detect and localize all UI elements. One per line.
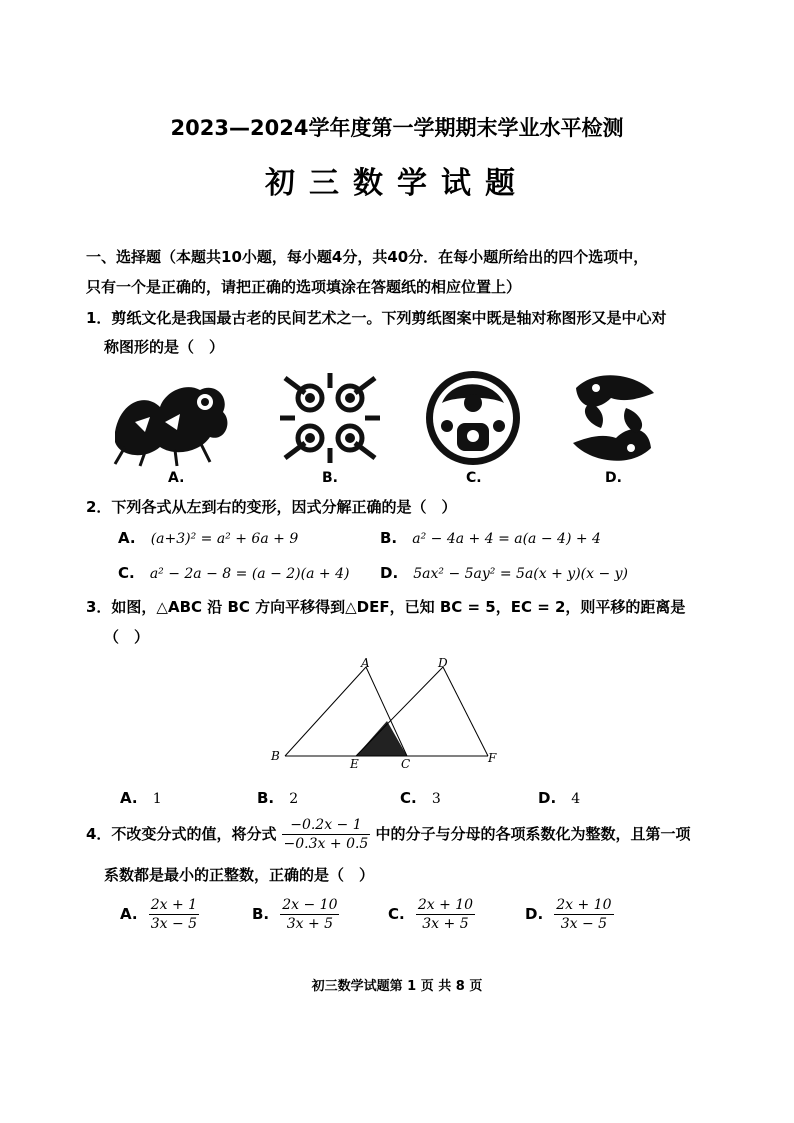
q2-option-a-label: A. (118, 529, 136, 547)
papercut-round-image (422, 368, 524, 468)
q2-option-b-label: B. (380, 529, 398, 547)
q4-option-d-label: D. (525, 905, 544, 923)
q4-stem-line1 (86, 816, 690, 853)
q3-option-c-label: C. (400, 789, 417, 807)
point-label-e: E (350, 757, 359, 770)
q3-option-c (400, 788, 441, 807)
q3-option-b-label: B. (257, 789, 275, 807)
q2-option-c (118, 563, 349, 582)
papercut-fish-image (566, 368, 661, 468)
q1-label-a: A. (168, 470, 185, 486)
q4-option-c-fraction (416, 896, 475, 933)
q2-option-d (380, 563, 628, 582)
q4-option-a (120, 896, 199, 933)
q4-option-a-label: A. (120, 905, 138, 923)
point-label-d: D (438, 656, 448, 670)
q4-option-c-label: C. (388, 905, 405, 923)
q2-option-c-text: a² − 2a − 8 = (a − 2)(a + 4) (149, 566, 350, 582)
q4-option-a-num: 2x + 1 (150, 897, 198, 913)
q1-label-b: B. (322, 470, 338, 486)
papercut-dragon-image (105, 372, 235, 467)
q4-option-d (525, 896, 614, 933)
q2-stem: 2．下列各式从左到右的变形，因式分解正确的是（ ） (86, 498, 457, 516)
q4-option-b-num: 2x − 10 (282, 897, 338, 913)
q2-option-a (118, 528, 298, 547)
q4-option-a-fraction (149, 896, 199, 933)
q4-option-c (388, 896, 475, 933)
q4-option-d-fraction (554, 896, 613, 933)
q3-option-b (257, 788, 298, 807)
q4-fraction-denominator: −0.3x + 0.5 (283, 836, 369, 852)
q3-option-d-label: D. (538, 789, 557, 807)
q3-option-a-text: 1 (152, 791, 162, 807)
q2-option-d-label: D. (380, 564, 399, 582)
q1-stem-line1: 1．剪纸文化是我国最古老的民间艺术之一。下列剪纸图案中既是轴对称图形又是中心对 (86, 309, 667, 327)
q4-fraction (282, 816, 371, 853)
q3-option-c-text: 3 (431, 791, 441, 807)
q4-option-a-den: 3x − 5 (150, 916, 198, 932)
q3-option-b-text: 2 (289, 791, 299, 807)
q2-option-d-text: 5ax² − 5ay² = 5a(x + y)(x − y) (413, 566, 629, 582)
q4-option-b (252, 896, 339, 933)
q4-option-c-den: 3x + 5 (422, 916, 469, 932)
q4-stem-before: 4．不改变分式的值，将分式 (86, 825, 277, 843)
section-heading-line2: 只有一个是正确的，请把正确的选项填涂在答题纸的相应位置上） (86, 278, 522, 296)
exam-title: 2023—2024学年度第一学期期末学业水平检测 (170, 116, 624, 140)
q1-label-d: D. (605, 470, 622, 486)
q1-label-c: C. (466, 470, 482, 486)
q4-option-b-fraction (280, 896, 339, 933)
section-heading-line1: 一、选择题（本题共10小题，每小题4分，共40分．在每小题所给出的四个选项中， (86, 248, 649, 266)
q4-option-b-den: 3x + 5 (286, 916, 334, 932)
point-label-b: B (271, 749, 280, 763)
q3-option-a-label: A. (120, 789, 138, 807)
q4-option-d-den: 3x − 5 (560, 916, 608, 932)
page-footer: 初三数学试题第 1 页 共 8 页 (311, 979, 483, 994)
q2-option-b (380, 528, 601, 547)
q3-option-d-text: 4 (571, 791, 581, 807)
q2-option-b-text: a² − 4a + 4 = a(a − 4) + 4 (412, 531, 601, 547)
q3-triangle-figure (260, 655, 510, 770)
q2-option-a-text: (a+3)² = a² + 6a + 9 (150, 531, 299, 547)
q4-stem-after: 中的分子与分母的各项系数化为整数，且第一项 (375, 825, 691, 843)
q3-stem-line2: （ ） (104, 628, 150, 646)
q4-fraction-numerator: −0.2x − 1 (282, 816, 371, 835)
point-label-a: A (361, 656, 370, 670)
q4-option-c-num: 2x + 10 (417, 897, 474, 913)
point-label-f: F (488, 751, 497, 765)
paper-title: 初三数学试题 (265, 166, 529, 201)
q4-option-d-num: 2x + 10 (556, 897, 612, 913)
q1-stem-line2: 称图形的是（ ） (104, 338, 225, 356)
papercut-flower-square-image (275, 368, 385, 468)
q2-option-c-label: C. (118, 564, 135, 582)
q3-option-d (538, 788, 580, 807)
point-label-c: C (401, 757, 411, 770)
q3-stem-line1: 3．如图，△ABC 沿 BC 方向平移得到△DEF，已知 BC = 5，EC = 2，则平移的距离是 (86, 598, 686, 616)
q3-option-a (120, 788, 162, 807)
q4-option-b-label: B. (252, 905, 270, 923)
q4-stem-line2: 系数都是最小的正整数，正确的是（ ） (104, 866, 375, 884)
